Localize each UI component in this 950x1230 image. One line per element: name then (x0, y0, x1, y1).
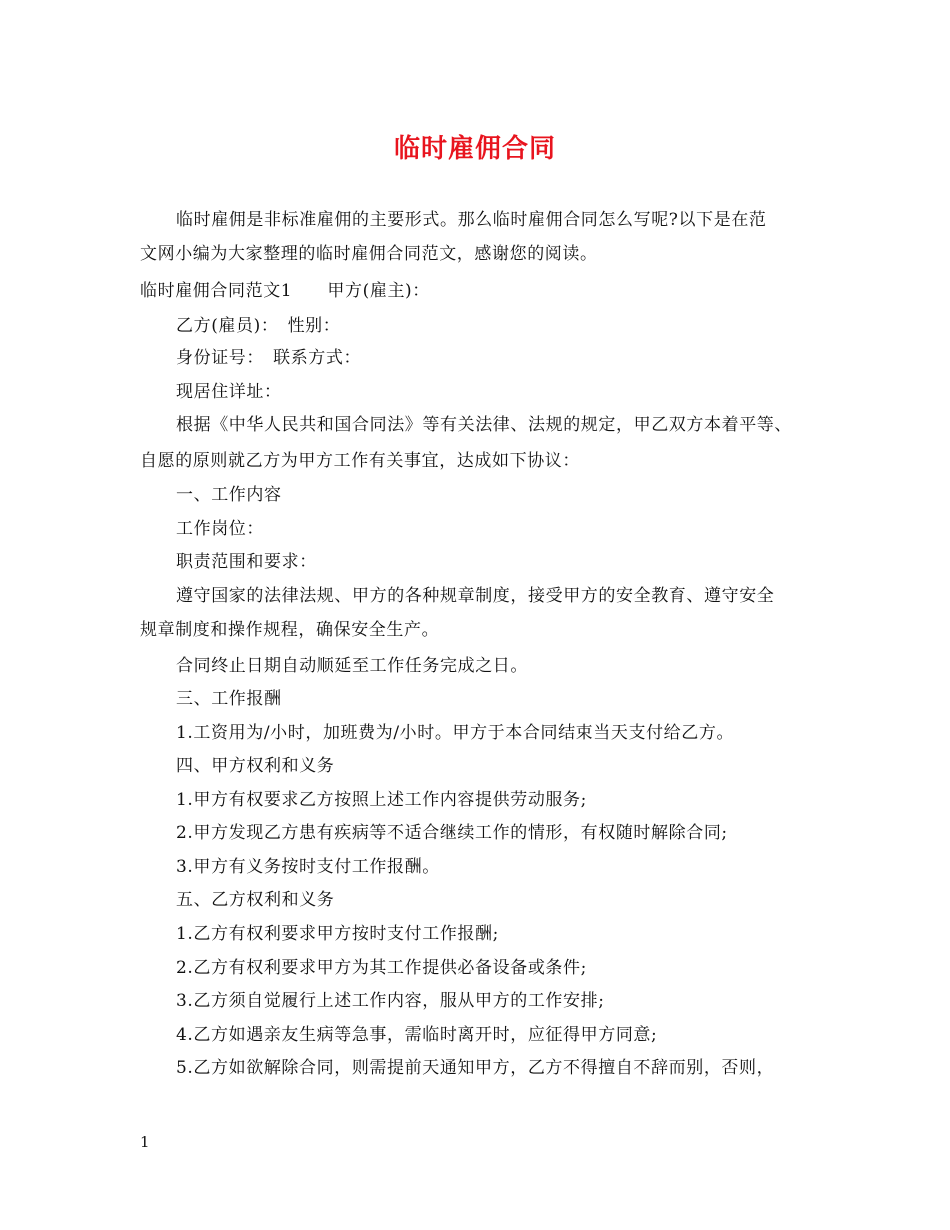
list-item: 1.乙方有权利要求甲方按时支付工作报酬; (176, 924, 499, 944)
paragraph-line: 遵守国家的法律法规、甲方的各种规章制度，接受甲方的安全教育、遵守安全 (176, 586, 775, 606)
list-item: 3.乙方须自觉履行上述工作内容，服从甲方的工作安排; (176, 991, 605, 1011)
section-heading: 一、工作内容 (176, 485, 282, 505)
paragraph-line: 根据《中华人民共和国合同法》等有关法律、法规的规定，甲乙双方本着平等、 (176, 415, 792, 435)
paragraph-line: 1.工资用为/小时，加班费为/小时。甲方于本合同结束当天支付给乙方。 (176, 723, 735, 743)
section-heading: 四、甲方权利和义务 (176, 756, 335, 776)
paragraph-line: 规章制度和操作规程，确保安全生产。 (140, 620, 440, 640)
paragraph-line: 工作岗位： (176, 519, 264, 539)
paragraph-line: 文网小编为大家整理的临时雇佣合同范文，感谢您的阅读。 (140, 244, 598, 264)
page-number: 1 (140, 1133, 150, 1151)
list-item: 5.乙方如欲解除合同，则需提前天通知甲方，乙方不得擅自不辞而别，否则， (176, 1058, 775, 1078)
paragraph-line: 自愿的原则就乙方为甲方工作有关事宜，达成如下协议： (140, 451, 580, 471)
list-item: 1.甲方有权要求乙方按照上述工作内容提供劳动服务; (176, 790, 587, 810)
paragraph-line: 临时雇佣合同范文1 甲方(雇主)： (140, 281, 430, 301)
list-item: 2.乙方有权利要求甲方为其工作提供必备设备或条件; (176, 958, 587, 978)
list-item: 3.甲方有义务按时支付工作报酬。 (176, 857, 440, 877)
document-title: 临时雇佣合同 (393, 134, 556, 164)
paragraph-line: 临时雇佣是非标准雇佣的主要形式。那么临时雇佣合同怎么写呢?以下是在范 (176, 210, 767, 230)
section-heading: 三、工作报酬 (176, 689, 282, 709)
list-item: 2.甲方发现乙方患有疾病等不适合继续工作的情形，有权随时解除合同; (176, 823, 728, 843)
paragraph-line: 合同终止日期自动顺延至工作任务完成之日。 (176, 656, 528, 676)
paragraph-line: 现居住详址： (176, 382, 282, 402)
paragraph-line: 职责范围和要求： (176, 552, 317, 572)
section-heading: 五、乙方权利和义务 (176, 890, 335, 910)
list-item: 4.乙方如遇亲友生病等急事，需临时离开时，应征得甲方同意; (176, 1025, 658, 1045)
paragraph-line: 乙方(雇员)： 性别： (176, 316, 341, 336)
paragraph-line: 身份证号： 联系方式： (176, 348, 362, 368)
